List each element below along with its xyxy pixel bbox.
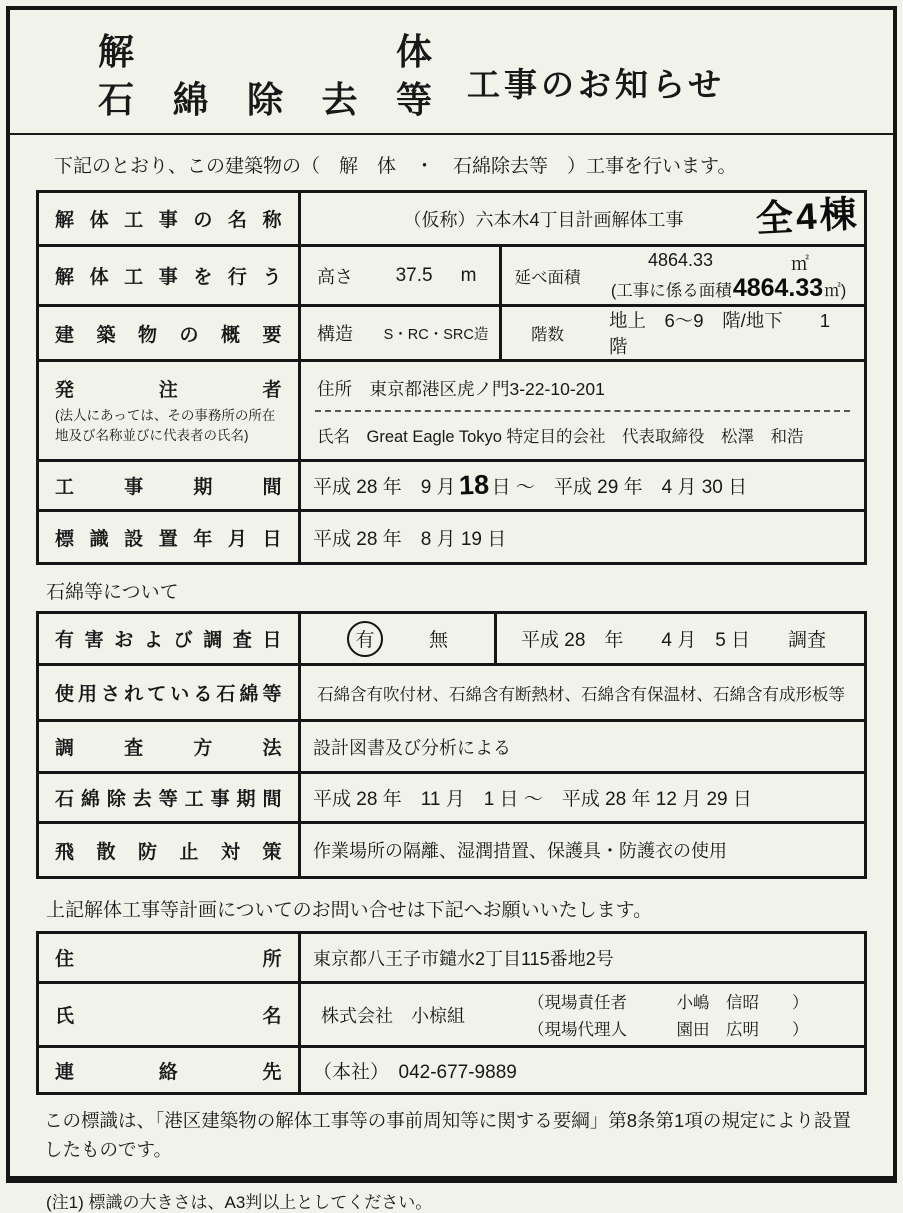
orderer-cell — [301, 362, 864, 459]
row-contact-phone — [39, 1048, 864, 1092]
height-value: 37.5 — [395, 264, 433, 286]
structure-cell — [301, 307, 864, 359]
orderer-address: 住所 東京都港区虎ノ門3-22-10-201 — [315, 364, 850, 412]
structure-label: 構造 — [317, 324, 353, 345]
floor-area-unit: ㎡ — [791, 254, 810, 275]
project-name-cell — [301, 193, 864, 244]
floor-area-line1 — [599, 250, 858, 276]
project-name-value: （仮称）六本木4丁目計画解体工事 — [403, 209, 684, 230]
circled-yes-mark: 有 — [347, 621, 383, 657]
building-overview-label: 建 築 物 の 概 要 — [55, 324, 282, 346]
project-name-label: 解 体 工 事 の 名 称 — [55, 210, 282, 232]
label-cell — [39, 247, 301, 304]
survey-yesno-group — [301, 614, 497, 663]
orderer-name: 氏名 Great Eagle Tokyo 特定目的会社 代表取締役 松澤 和浩 — [317, 428, 804, 447]
contact-phone-value: （本社） 042-677-9889 — [313, 1061, 517, 1083]
row-survey — [39, 614, 864, 666]
floor-area-cell — [593, 247, 864, 304]
handwritten-building-count: 全4棟 — [755, 193, 861, 240]
prevention-label: 飛 散 防 止 対 策 — [55, 841, 282, 863]
size-label: 解 体 工 事 を 行 う — [55, 267, 282, 289]
asbestos-table — [36, 611, 867, 879]
contact-name-label: 氏 名 — [55, 1006, 282, 1028]
title-line2: 石 綿 除 去 等 — [98, 78, 433, 120]
row-orderer — [39, 362, 864, 462]
title-block — [10, 10, 893, 135]
notice-board-frame — [6, 6, 897, 1183]
label-cell — [39, 362, 301, 459]
label-cell — [39, 462, 301, 509]
period-cell — [301, 462, 864, 509]
work-area-note-unit: ㎡) — [824, 282, 847, 301]
row-sign-date — [39, 512, 864, 562]
ordinance-note: この標識は、「港区建築物の解体工事等の事前周知等に関する要綱」第8条第1項の規定により設置したものです。 — [44, 1110, 851, 1160]
row-contact-name — [39, 984, 864, 1048]
no-mark: 無 — [428, 630, 448, 652]
label-cell — [39, 193, 301, 244]
height-unit: m — [460, 264, 477, 286]
asbestos-section-heading: 石綿等について — [46, 582, 179, 604]
label-cell — [39, 1048, 301, 1092]
label-cell — [39, 722, 301, 771]
orderer-label-note: (法人にあっては、その事務所の所在地及び名称並びに代表者の氏名) — [55, 407, 276, 444]
contact-name-cell — [301, 984, 864, 1045]
period-label: 工 事 期 間 — [55, 477, 282, 499]
removal-period-value: 平成 28 年 11 月 1 日 〜 平成 28 年 12 月 29 日 — [313, 789, 752, 811]
row-removal-period — [39, 774, 864, 824]
floors-value: 地上 6〜9 階/地下 1 階 — [609, 310, 849, 358]
sign-date-label: 標 識 設 置 年 月 日 — [55, 528, 282, 550]
site-agent: （現場代理人 園田 広明 ） — [528, 1021, 809, 1040]
title-suffix: 工事のお知らせ — [467, 66, 726, 104]
contact-table — [36, 931, 867, 1095]
contractor-company: 株式会社 小椋組 — [321, 1005, 465, 1026]
label-cell — [39, 666, 301, 719]
row-size — [39, 247, 864, 307]
size-requirement-note: (注1) 標識の大きさは、A3判以上としてください。 — [46, 1193, 433, 1212]
label-cell — [39, 774, 301, 821]
row-contact-address — [39, 934, 864, 984]
survey-date: 平成 28 年 4 月 5 日 調査 — [521, 630, 827, 652]
row-asbestos-materials — [39, 666, 864, 722]
row-project-name — [39, 193, 864, 247]
floor-area-label: 延べ面積 — [499, 247, 593, 304]
height-value-group — [373, 265, 499, 287]
handwritten-start-day: 18 — [458, 469, 490, 501]
label-cell — [39, 614, 301, 663]
contact-intro-text: 上記解体工事等計画についてのお問い合せは下記へお願いいたします。 — [46, 900, 653, 922]
orderer-label: 発 注 者 — [55, 379, 282, 401]
sign-date-cell — [301, 512, 864, 562]
row-scatter-prevention — [39, 824, 864, 876]
period-end: 日 〜 平成 29 年 4 月 30 日 — [491, 477, 748, 499]
contact-address-label: 住 所 — [55, 949, 282, 971]
label-cell — [39, 512, 301, 562]
site-manager: （現場責任者 小嶋 信昭 ） — [528, 994, 809, 1013]
handwritten-work-area: 4864.33 — [732, 274, 824, 303]
sign-date-value: 平成 28 年 8 月 19 日 — [313, 528, 507, 550]
title-left — [98, 28, 433, 123]
removal-period-label: 石綿除去等工事期間 — [55, 789, 282, 811]
size-cell — [301, 247, 864, 304]
survey-cell — [301, 614, 864, 663]
floors-label: 階数 — [499, 307, 593, 359]
label-cell — [39, 307, 301, 359]
height-label: 高さ — [317, 266, 353, 287]
label-cell — [39, 984, 301, 1045]
floor-area-line2 — [599, 276, 858, 301]
structure-value: S・RC・SRC造 — [383, 326, 489, 343]
materials-value: 石綿含有吹付材、石綿含有断熱材、石綿含有保温材、石綿含有成形板等 — [317, 685, 845, 704]
method-value: 設計図書及び分析による — [313, 737, 511, 758]
site-agents — [528, 989, 852, 1040]
prevention-value: 作業場所の隔離、湿潤措置、保護具・防護衣の使用 — [313, 841, 727, 862]
materials-label: 使用されている石綿等 — [55, 684, 282, 706]
intro-text: 下記のとおり、この建築物の（ 解 体 ・ 石綿除去等 ）工事を行います。 — [54, 156, 737, 178]
label-cell — [39, 824, 301, 876]
label-cell — [39, 934, 301, 981]
demolition-table — [36, 190, 867, 565]
work-area-note-pre: (工事に係る面積 — [610, 282, 732, 301]
contact-phone-label: 連 絡 先 — [55, 1061, 282, 1083]
row-survey-method — [39, 722, 864, 774]
row-structure — [39, 307, 864, 362]
floor-area-value: 4864.33 — [647, 250, 714, 271]
row-construction-period — [39, 462, 864, 512]
survey-label: 有 害 お よ び 調 査 日 — [55, 630, 282, 652]
title-line1: 解 体 — [98, 31, 433, 72]
period-start: 平成 28 年 9 月 — [313, 477, 456, 499]
contact-address-value: 東京都八王子市鑓水2丁目115番地2号 — [313, 948, 614, 969]
method-label: 調 査 方 法 — [55, 738, 282, 760]
